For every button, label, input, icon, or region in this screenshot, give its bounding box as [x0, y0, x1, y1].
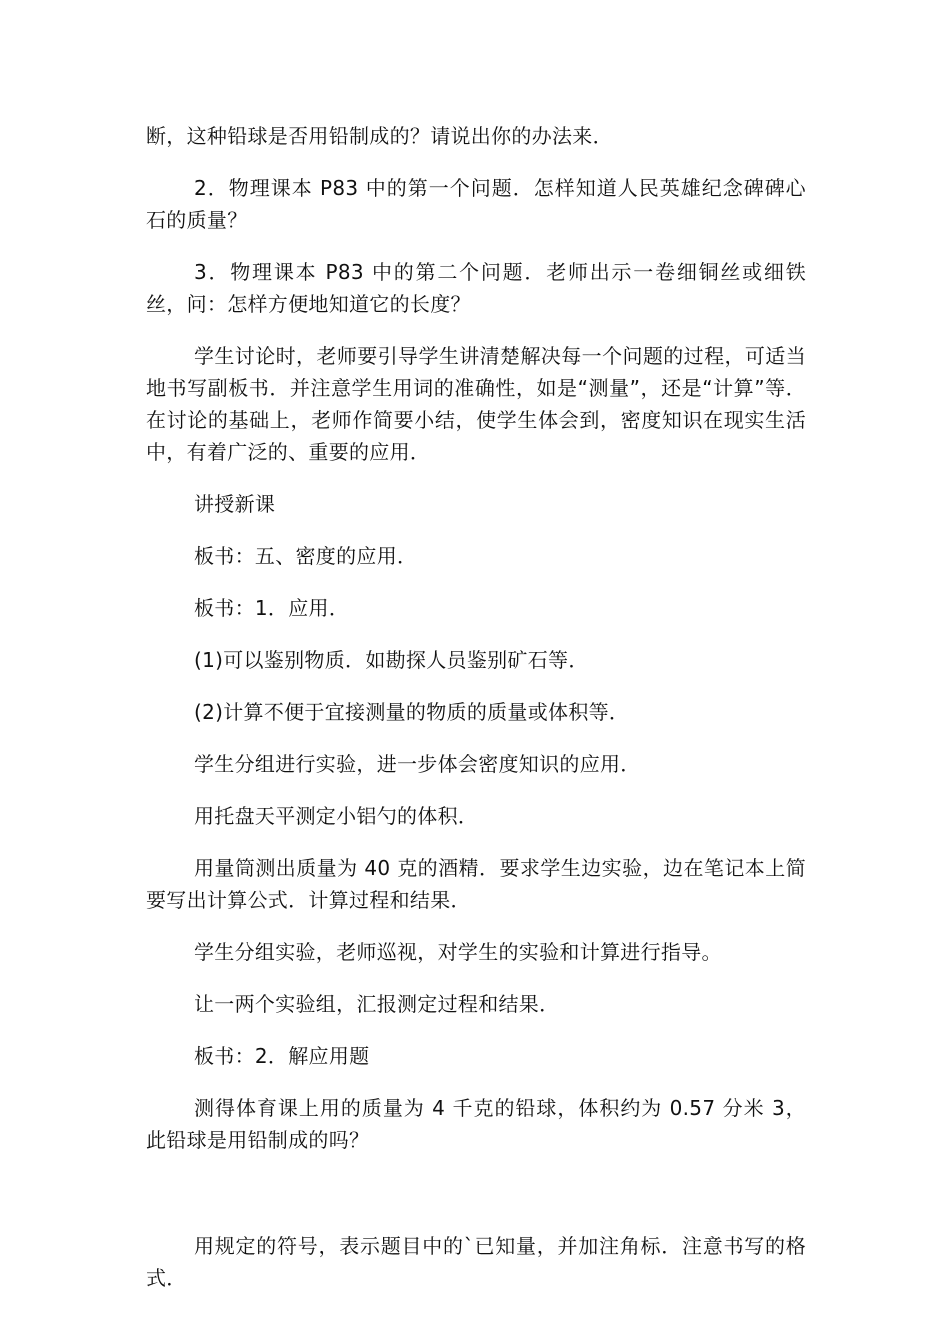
paragraph-shot-put-problem: 测得体育课上用的质量为 4 千克的铅球，体积约为 0.57 分米 3，此铅球是用铅制成的吗？ [146, 1096, 806, 1152]
paragraph-cylinder: 用量筒测出质量为 40 克的酒精．要求学生边实验，边在笔记本上简要写出计算公式．计算过程和结果． [146, 856, 806, 912]
paragraph-question-2: 2．物理课本 P83 中的第一个问题．怎样知道人民英雄纪念碑碑心石的质量？ [146, 176, 806, 232]
document-body [146, 120, 806, 1314]
paragraph-group-experiment: 学生分组进行实验，进一步体会密度知识的应用． [194, 752, 641, 776]
paragraph-board-application: 板书：1．应用． [194, 596, 350, 620]
paragraph-question-3: 3．物理课本 P83 中的第二个问题．老师出示一卷细铜丝或细铁丝，问：怎样方便地知道它的长度？ [146, 260, 806, 316]
paragraph-board-problems: 板书：2．解应用题 [194, 1044, 370, 1068]
paragraph-discussion: 学生讨论时，老师要引导学生讲清楚解决每一个问题的过程，可适当地书写副板书．并注意学生用词的准确性，如是“测量”，还是“计算”等．在讨论的基础上，老师作简要小结，使学生体会到，密度知识在现实生活中，有着广泛的、重要的应用． [146, 344, 806, 464]
paragraph-report: 让一两个实验组，汇报测定过程和结果． [194, 992, 560, 1016]
paragraph-teacher-guidance: 学生分组实验，老师巡视，对学生的实验和计算进行指导。 [194, 940, 722, 964]
paragraph-board-title: 板书：五、密度的应用． [194, 544, 418, 568]
blank-space [146, 1176, 806, 1230]
paragraph-continuation: 断，这种铅球是否用铅制成的？请说出你的办法来． [146, 124, 613, 148]
paragraph-notation: 用规定的符号，表示题目中的`已知量，并加注角标．注意书写的格式． [146, 1234, 806, 1290]
paragraph-item-1: (1)可以鉴别物质．如勘探人员鉴别矿石等． [194, 648, 589, 672]
section-heading-new-lesson: 讲授新课 [194, 492, 276, 516]
paragraph-item-2: (2)计算不便于宜接测量的物质的质量或体积等． [194, 700, 630, 724]
paragraph-balance: 用托盘天平测定小铝勺的体积． [194, 804, 479, 828]
